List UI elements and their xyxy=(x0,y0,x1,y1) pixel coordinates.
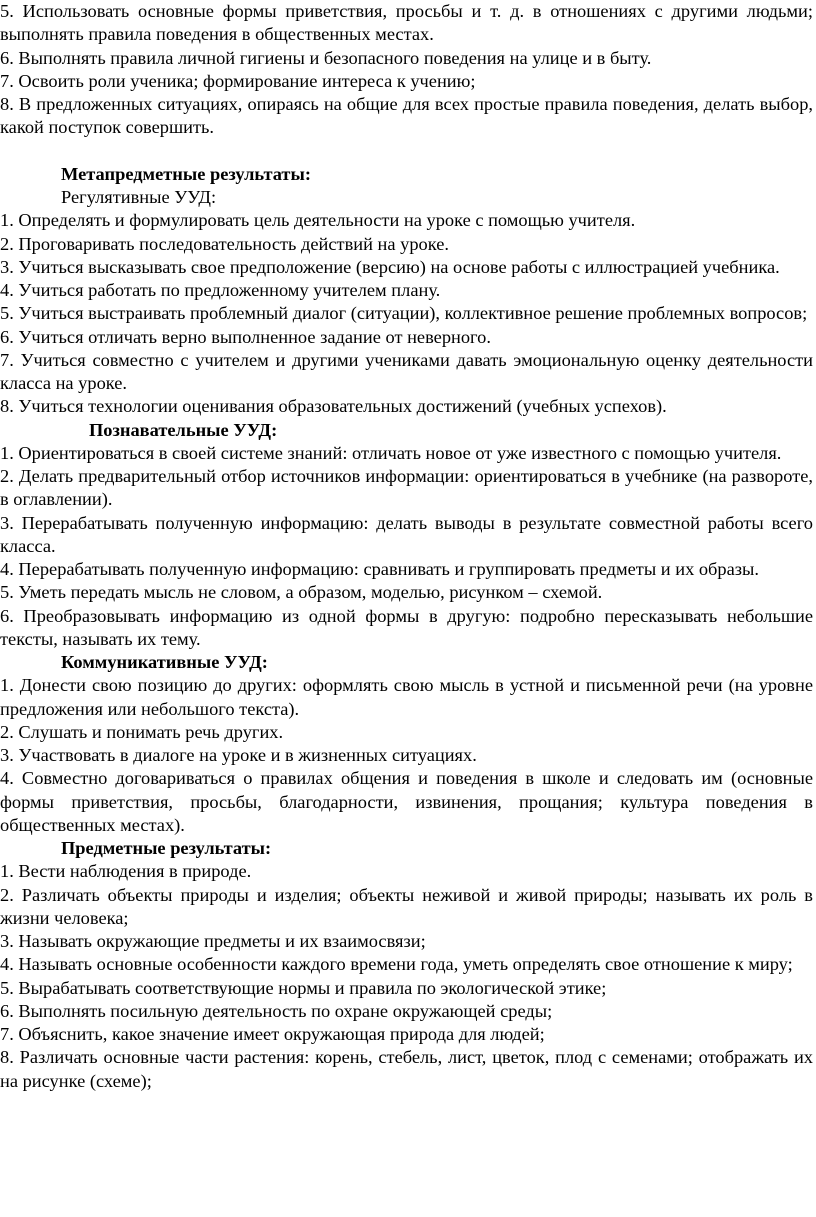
list-item: 1. Определять и формулировать цель деятельности на уроке с помощью учителя. xyxy=(0,210,636,231)
regulative-list xyxy=(0,209,813,418)
list-item: 3. Учиться высказывать свое предположение (версию) на основе работы с иллюстрацией учебника. xyxy=(0,256,780,277)
meta-results-heading: Метапредметные результаты: xyxy=(61,163,311,184)
list-item: 5. Учиться выстраивать проблемный диалог (ситуации), коллективное решение проблемных вопросов; xyxy=(0,303,808,324)
regulative-heading: Регулятивные УУД: xyxy=(61,187,217,207)
list-item: 8. Учиться технологии оценивания образовательных достижений (учебных успехов). xyxy=(0,396,667,417)
subject-results-heading: Предметные результаты: xyxy=(61,838,272,858)
list-item: 1. Донести свою позицию до других: оформлять свою мысль в устной и письменной речи (на уровне предложения или небольшого текста). xyxy=(0,675,813,719)
list-item: 2. Слушать и понимать речь других. xyxy=(0,721,284,742)
list-item: 7. Учиться совместно с учителем и другими учениками давать эмоциональную оценку деятельности класса на уроке. xyxy=(0,349,813,393)
list-item: 4. Перерабатывать полученную информацию: сравнивать и группировать предметы и их образы. xyxy=(0,559,759,579)
list-item: 5. Использовать основные формы приветствия, просьбы и т. д. в отношениях с другими людьми; выполнять правила поведения в общественных местах. xyxy=(0,1,813,45)
cognitive-list xyxy=(0,442,813,651)
list-item: 2. Делать предварительный отбор источников информации: ориентироваться в учебнике (на развороте, в оглавлении). xyxy=(0,466,813,510)
list-item: 4. Называть основные особенности каждого времени года, уметь определять свое отношение к миру; xyxy=(0,954,793,975)
list-item: 6. Учиться отличать верно выполненное задание от неверного. xyxy=(0,326,491,347)
communicative-list xyxy=(0,674,813,837)
list-item: 5. Уметь передать мысль не словом, а образом, моделью, рисунком – схемой. xyxy=(0,582,603,603)
list-item: 3. Перерабатывать полученную информацию: делать выводы в результате совместной работы всего класса. xyxy=(0,512,813,556)
list-item: 2. Проговаривать последовательность действий на уроке. xyxy=(0,233,449,254)
subject-list xyxy=(0,860,813,1093)
list-item: 2. Различать объекты природы и изделия; объекты неживой и живой природы; называть их роль в жизни человека; xyxy=(0,884,813,928)
list-item: 6. Преобразовывать информацию из одной формы в другую: подробно пересказывать небольшие тексты, называть их тему. xyxy=(0,605,813,649)
list-item: 7. Освоить роли ученика; формирование интереса к учению; xyxy=(0,70,476,91)
blank-line xyxy=(0,140,813,163)
list-item: 8. Различать основные части растения: корень, стебель, лист, цветок, плод с семенами; отображать их на рисунке (схеме); xyxy=(0,1047,813,1091)
list-item: 8. В предложенных ситуациях, опираясь на общие для всех простые правила поведения, делать выбор, какой поступок совершить. xyxy=(0,94,813,138)
list-item: 3. Участвовать в диалоге на уроке и в жизненных ситуациях. xyxy=(0,745,477,765)
list-item: 6. Выполнять правила личной гигиены и безопасного поведения на улице и в быту. xyxy=(0,47,652,68)
communicative-heading: Коммуникативные УУД: xyxy=(61,652,268,672)
list-item: 4. Совместно договариваться о правилах общения и поведения в школе и следовать им (основные формы приветствия, просьбы, благодарности, извинения, прощания; культура поведения в общественных местах). xyxy=(0,768,813,835)
list-item: 3. Называть окружающие предметы и их взаимосвязи; xyxy=(0,931,426,951)
list-item: 5. Вырабатывать соответствующие нормы и правила по экологической этике; xyxy=(0,977,607,998)
list-item: 6. Выполнять посильную деятельность по охране окружающей среды; xyxy=(0,1000,553,1021)
list-item: 4. Учиться работать по предложенному учителем плану. xyxy=(0,280,441,300)
cognitive-heading: Познавательные УУД: xyxy=(89,419,278,440)
list-item: 1. Вести наблюдения в природе. xyxy=(0,861,252,882)
list-item: 1. Ориентироваться в своей системе знаний: отличать новое от уже известного с помощью учителя. xyxy=(0,442,782,463)
intro-list xyxy=(0,0,813,140)
list-item: 7. Объяснить, какое значение имеет окружающая природа для людей; xyxy=(0,1024,545,1044)
